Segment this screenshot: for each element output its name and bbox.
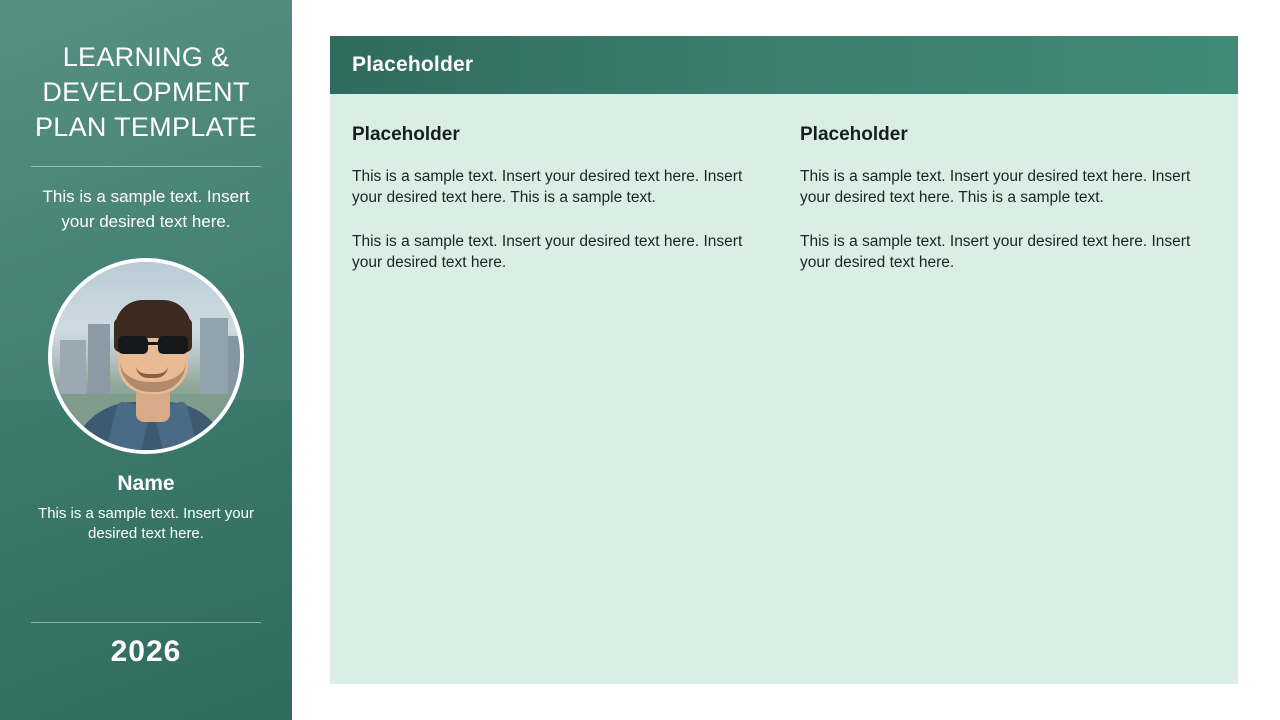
avatar-photo: [52, 262, 240, 450]
column-title: Placeholder: [352, 124, 460, 145]
column-paragraph: This is a sample text. Insert your desired text here. Insert your desired text here. This is a sample text.: [800, 168, 1191, 206]
sidebar-divider-bottom: [31, 622, 261, 623]
content-column-2: [800, 124, 1216, 684]
content-header: [330, 36, 1238, 94]
person-name: Name: [117, 472, 175, 495]
sidebar-divider-top: [31, 166, 261, 167]
content-column-1: [352, 124, 768, 684]
content-panel: [330, 36, 1238, 684]
building-shape: [200, 318, 228, 404]
column-paragraph: This is a sample text. Insert your desired text here. Insert your desired text here.: [800, 233, 1191, 271]
column-paragraph: This is a sample text. Insert your desired text here. Insert your desired text here.: [352, 233, 743, 271]
sunglasses-icon: [116, 336, 190, 354]
avatar: [48, 258, 244, 454]
person-description: This is a sample text. Insert your desired text here.: [38, 505, 254, 542]
content-body: [330, 94, 1238, 684]
sidebar-subtitle: This is a sample text. Insert your desired text here.: [42, 187, 250, 231]
building-shape: [60, 340, 86, 402]
content-header-title: Placeholder: [352, 53, 474, 76]
column-title: Placeholder: [800, 124, 908, 145]
building-shape: [88, 324, 110, 402]
page-title: LEARNING & DEVELOPMENT PLAN TEMPLATE: [35, 42, 257, 142]
sidebar: [0, 0, 292, 720]
column-paragraph: This is a sample text. Insert your desired text here. Insert your desired text here. This is a sample text.: [352, 168, 743, 206]
year-label: 2026: [110, 635, 182, 668]
